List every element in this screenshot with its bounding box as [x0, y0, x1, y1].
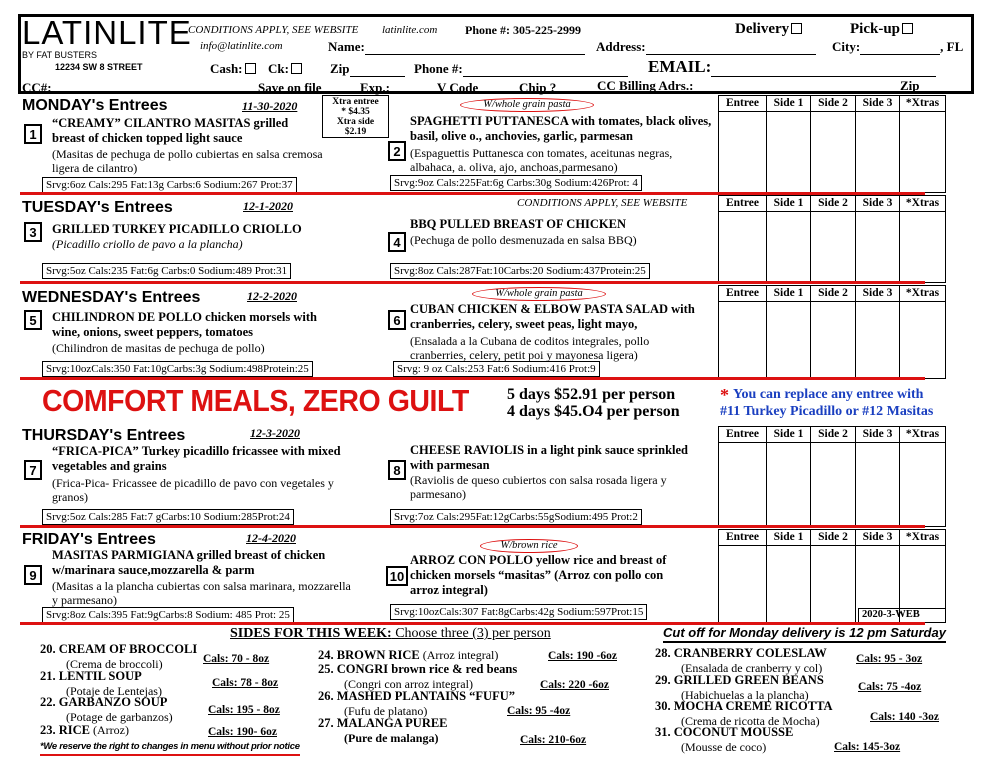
side-21: 21. LENTIL SOUP (Potaje de Lentejas) — [40, 669, 162, 698]
col-entree: Entree — [719, 96, 767, 111]
entree-3-description: (Picadillo criollo de pavo a la plancha) — [52, 237, 243, 251]
pickup-option[interactable]: Pick-up — [850, 21, 913, 38]
logo: LATINLITE — [22, 14, 192, 51]
exp-field[interactable]: Exp.: — [360, 80, 390, 95]
side-24-cals: Cals: 190 -6oz — [548, 650, 617, 662]
entree-2-title: SPAGHETTI PUTTANESCA with tomates, black olives, basil, olive o., anchovies, garlic, parmesan — [410, 114, 712, 143]
website[interactable]: latinlite.com — [382, 24, 438, 36]
billing-zip-field[interactable]: Zip — [900, 78, 920, 93]
entree-4-description: (Pechuga de pollo desmenuzada en salsa BBQ) — [410, 233, 637, 247]
col-side-3: Side 3 — [856, 427, 900, 442]
cutoff-note: Cut off for Monday delivery is 12 pm Saturday — [663, 625, 946, 643]
entree-number-4: 4 — [388, 232, 406, 252]
side-21-cals: Cals: 78 - 8oz — [212, 677, 279, 689]
check-checkbox[interactable] — [291, 63, 302, 74]
cc-field[interactable]: CC#: — [22, 80, 52, 95]
col-side-3: Side 3 — [856, 196, 900, 211]
entree-number-3: 3 — [24, 222, 42, 242]
entree-10-rice-oval: W/brown rice — [480, 539, 578, 553]
col-side-2: Side 2 — [811, 530, 856, 545]
col-side-1: Side 1 — [767, 196, 811, 211]
monday-order-grid[interactable] — [718, 95, 946, 193]
side-26-cals: Cals: 95 -4oz — [507, 705, 571, 717]
col-side-2: Side 2 — [811, 286, 856, 301]
entree-8-title: CHEESE RAVIOLIS in a light pink sauce sprinkled with parmesan — [410, 443, 688, 472]
entree-7-description: (Frica-Pica- Fricassee de picadillo de pavo con vegetales y granos) — [52, 476, 334, 504]
save-on-file[interactable]: Save on file — [258, 80, 322, 95]
side-26: 26. MASHED PLANTAINS “FUFU” (Fufu de platano) — [318, 689, 515, 718]
side-28: 28. CRANBERRY COLESLAW (Ensalada de cranberry y col) — [655, 646, 827, 675]
check-option[interactable]: Ck: — [268, 61, 302, 77]
side-20: 20. CREAM OF BROCCOLI (Crema de broccoli) — [40, 642, 198, 671]
entree-3-nutrition: Srvg:5oz Cals:235 Fat:6g Carbs:0 Sodium:489 Prot:31 — [42, 263, 291, 279]
price-5-days: 5 days $52.91 per person — [507, 386, 676, 403]
col-entree: Entree — [719, 286, 767, 301]
col-side-1: Side 1 — [767, 427, 811, 442]
entree-8-description: (Raviolis de queso cubiertos con salsa rosada ligera y parmesano) — [410, 473, 667, 501]
side-23-cals: Cals: 190- 6oz — [208, 726, 277, 738]
address-field[interactable]: Address: — [596, 39, 816, 55]
cash-option[interactable]: Cash: — [210, 61, 256, 77]
entree-6-description: (Ensalada a la Cubana de coditos integrales, pollo cranberries, celery, petit poi y mayonesa ligera) — [410, 334, 650, 362]
entree-5-title: CHILINDRON DE POLLO chicken morsels with wine, onions, sweet peppers, tomatoes — [52, 310, 317, 339]
friday-date: 12-4-2020 — [246, 531, 296, 545]
monday-title: MONDAY's Entrees — [22, 97, 168, 114]
entree-2-nutrition: Srvg:9oz Cals:225Fat:6g Carbs:30g Sodium:426Prot: 4 — [390, 175, 642, 191]
entree-4-nutrition: Srvg:8oz Cals:287Fat:10Carbs:20 Sodium:437Protein:25 — [390, 263, 650, 279]
side-31: 31. COCONUT MOUSSE (Mousse de coco) — [655, 725, 794, 754]
side-25-cals: Cals: 220 -6oz — [540, 679, 609, 691]
side-29: 29. GRILLED GREEN BEANS (Habichuelas a la plancha) — [655, 673, 824, 702]
entree-2-pasta-oval: W/whole grain pasta — [460, 98, 594, 112]
entree-8-nutrition: Srvg:7oz Cals:295Fat:12gCarbs:55gSodium:495 Prot:2 — [390, 509, 642, 525]
cc-billing-field[interactable]: CC Billing Adrs.: — [597, 78, 694, 93]
side-20-cals: Cals: 70 - 8oz — [203, 653, 270, 665]
side-27: 27. MALANGA PUREE (Pure de malanga) — [318, 716, 448, 745]
col-side-2: Side 2 — [811, 427, 856, 442]
replace-note-1: You can replace any entree with — [733, 387, 924, 402]
phone-field[interactable]: Phone #: — [414, 61, 628, 77]
entree-9-title: MASITAS PARMIGIANA grilled breast of chicken w/marinara sauce,mozzarella & parm — [52, 548, 326, 577]
col-xtras: *Xtras — [905, 531, 940, 543]
phone-number: Phone #: 305-225-2999 — [465, 23, 581, 37]
monday-date: 11-30-2020 — [242, 99, 298, 113]
entree-5-nutrition: Srvg:10ozCals:350 Fat:10gCarbs:3g Sodium:498Protein:25 — [42, 361, 313, 377]
entree-4-title: BBQ PULLED BREAST OF CHICKEN — [410, 217, 627, 231]
pickup-checkbox[interactable] — [902, 23, 913, 34]
wednesday-date: 12-2-2020 — [247, 289, 297, 303]
col-side-3: Side 3 — [856, 286, 900, 301]
col-side-1: Side 1 — [767, 286, 811, 301]
sides-header: SIDES FOR THIS WEEK: Choose three (3) per person — [230, 626, 551, 641]
side-31-cals: Cals: 145-3oz — [834, 741, 901, 753]
store-address: 12234 SW 8 STREET — [55, 62, 143, 72]
wednesday-title: WEDNESDAY's Entrees — [22, 289, 201, 306]
side-30: 30. MOCHA CREME RICOTTA (Crema de ricotta de Mocha) — [655, 699, 833, 728]
entree-6-pasta-oval: W/whole grain pasta — [472, 287, 606, 301]
divider-red — [20, 525, 925, 528]
entree-number-7: 7 — [24, 460, 42, 480]
cash-checkbox[interactable] — [245, 63, 256, 74]
entree-9-nutrition: Srvg:8oz Cals:395 Fat:9gCarbs:8 Sodium: 485 Prot: 25 — [42, 607, 294, 623]
entree-number-1: 1 — [24, 124, 42, 144]
col-side-1: Side 1 — [767, 530, 811, 545]
price-4-days: 4 days $45.O4 per person — [507, 403, 680, 420]
email-field[interactable]: EMAIL: — [648, 57, 936, 77]
city-field[interactable]: City: , FL — [832, 39, 964, 54]
side-22: 22. GARBANZO SOUP (Potage de garbanzos) — [40, 695, 173, 724]
vcode-field[interactable]: V Code — [437, 80, 479, 95]
divider-red — [20, 281, 925, 284]
tuesday-order-grid[interactable] — [718, 195, 946, 283]
replace-note-2: #11 Turkey Picadillo or #12 Masitas — [720, 404, 934, 419]
xtra-prices-box: Xtra entree * $4.35 Xtra side $2.19 — [322, 95, 389, 138]
thursday-title: THURSDAY's Entrees — [22, 427, 186, 444]
col-xtras: *Xtras — [905, 197, 940, 209]
col-xtras: *Xtras — [905, 428, 940, 440]
side-23: 23. RICE (Arroz) — [40, 723, 129, 737]
wednesday-order-grid[interactable] — [718, 285, 946, 379]
email-address[interactable]: info@latinlite.com — [200, 40, 283, 52]
side-25: 25. CONGRI brown rice & red beans (Congri con arroz integral) — [318, 662, 518, 691]
entree-10-nutrition: Srvg:10ozCals:307 Fat:8gCarbs:42g Sodium:597Prot:15 — [390, 604, 647, 620]
disclaimer: *We reserve the right to changes in menu without prior notice — [40, 741, 300, 756]
entree-3-title: GRILLED TURKEY PICADILLO CRIOLLO — [52, 222, 302, 236]
logo-subtitle: BY FAT BUSTERS — [22, 50, 98, 60]
col-side-3: Side 3 — [856, 96, 900, 111]
conditions-note: CONDITIONS APPLY, SEE WEBSITE — [188, 24, 359, 36]
side-28-cals: Cals: 95 - 3oz — [856, 653, 923, 665]
col-side-2: Side 2 — [811, 196, 856, 211]
col-xtras: *Xtras — [905, 287, 940, 299]
thursday-date: 12-3-2020 — [250, 426, 300, 440]
entree-1-description: (Masitas de pechuga de pollo cubiertas en salsa cremosa ligera de cilantro) — [52, 147, 323, 175]
col-entree: Entree — [719, 427, 767, 442]
entree-6-nutrition: Srvg: 9 oz Cals:253 Fat:6 Sodium:416 Prot:9 — [393, 361, 600, 377]
entree-number-6: 6 — [388, 310, 406, 330]
entree-6-title: CUBAN CHICKEN & ELBOW PASTA SALAD with cranberries, celery, sweet peas, light mayo, — [410, 302, 695, 331]
entree-1-nutrition: Srvg:6oz Cals:295 Fat:13g Carbs:6 Sodium:267 Prot:37 — [42, 177, 297, 193]
delivery-checkbox[interactable] — [791, 23, 802, 34]
entree-number-2: 2 — [388, 141, 406, 161]
entree-7-title: “FRICA-PICA” Turkey picadillo fricassee with mixed vegetables and grains — [52, 444, 341, 473]
col-entree: Entree — [719, 530, 767, 545]
entree-number-10: 10 — [386, 566, 408, 586]
col-side-1: Side 1 — [767, 96, 811, 111]
entree-10-title: ARROZ CON POLLO yellow rice and breast of chicken morsels “masitas” (Arroz con pollo con arroz integral) — [410, 553, 667, 597]
side-22-cals: Cals: 195 - 8oz — [208, 704, 280, 716]
tuesday-date: 12-1-2020 — [243, 199, 293, 213]
thursday-order-grid[interactable] — [718, 426, 946, 527]
entree-number-8: 8 — [388, 460, 406, 480]
chip-field[interactable]: Chip ? — [519, 80, 557, 95]
conditions-note-2: CONDITIONS APPLY, SEE WEBSITE — [517, 197, 688, 209]
entree-5-description: (Chilindron de masitas de pechuga de pollo) — [52, 341, 265, 355]
col-xtras: *Xtras — [905, 97, 940, 109]
side-24: 24. BROWN RICE (Arroz integral) — [318, 648, 499, 662]
slogan: COMFORT MEALS, ZERO GUILT — [42, 383, 469, 418]
replace-note-star: * — [720, 385, 729, 405]
side-30-cals: Cals: 140 -3oz — [870, 711, 939, 723]
entree-1-title: “CREAMY” CILANTRO MASITAS grilled breast of chicken topped light sauce — [52, 116, 289, 145]
entree-9-description: (Masitas a la plancha cubiertas con salsa marinara, mozzarella y parmesano) — [52, 579, 351, 607]
name-field[interactable]: Name: — [328, 39, 585, 55]
side-29-cals: Cals: 75 -4oz — [858, 681, 922, 693]
entree-number-9: 9 — [24, 565, 42, 585]
side-27-cals: Cals: 210-6oz — [520, 734, 587, 746]
entree-7-nutrition: Srvg:5oz Cals:285 Fat:7 gCarbs:10 Sodium:285Prot:24 — [42, 509, 294, 525]
col-entree: Entree — [719, 196, 767, 211]
delivery-option[interactable]: Delivery — [735, 21, 802, 38]
friday-title: FRIDAY's Entrees — [22, 531, 156, 548]
menu-code: 2020-3-WEB — [858, 608, 946, 623]
zip-field[interactable]: Zip — [330, 61, 405, 77]
tuesday-title: TUESDAY's Entrees — [22, 199, 173, 216]
col-side-3: Side 3 — [856, 530, 900, 545]
col-side-2: Side 2 — [811, 96, 856, 111]
entree-2-description: (Espaguettis Puttanesca con tomates, aceitunas negras, albahaca, a. oliva, ajo, anchoas,parmesano) — [410, 146, 673, 174]
entree-number-5: 5 — [24, 310, 42, 330]
divider-red — [20, 377, 925, 380]
